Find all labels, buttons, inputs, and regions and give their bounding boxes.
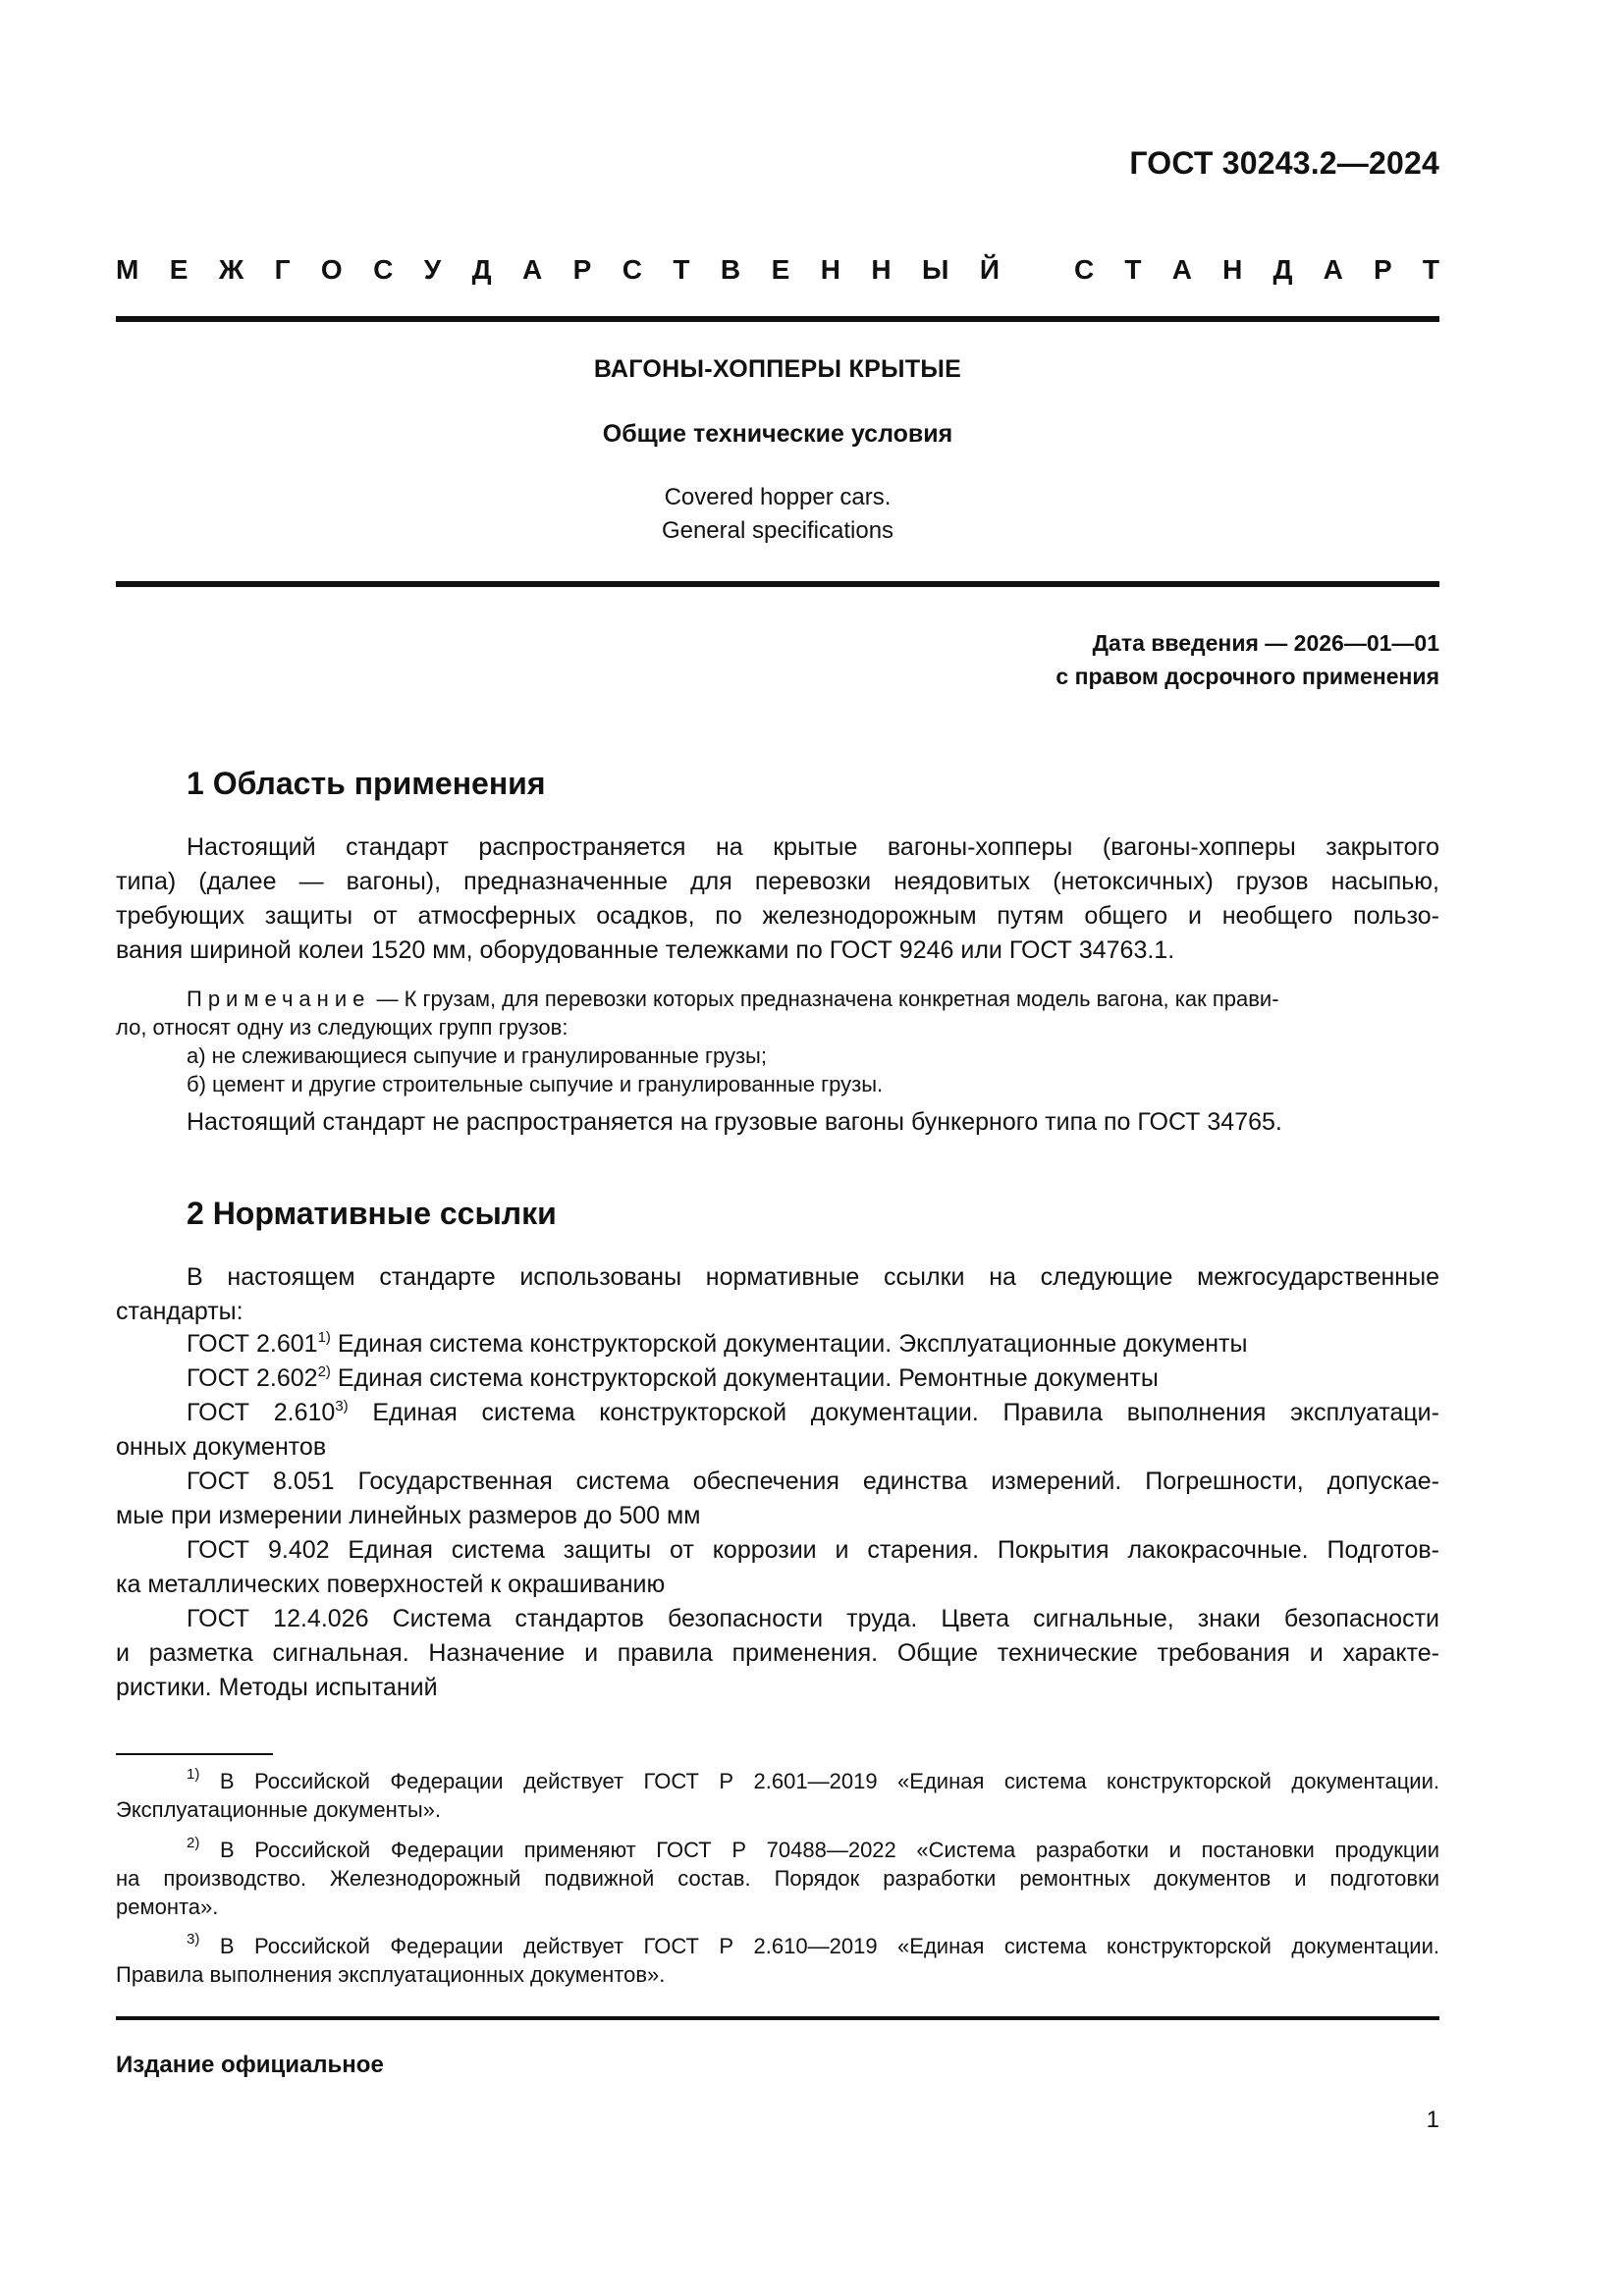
section-1-paragraph: Настоящий стандарт распространяется на крытые вагоны-хопперы (вагоны-хопперы закрытого типа) (далее — вагоны), предназначенные для перевозки неядовитых (нетоксичных) грузов насыпью, требующих защиты от атмосферных осадков, по железнодорожным путям общего и необщего пользо- вания шириной колеи 1520 мм, оборудованные тележками по ГОСТ 9246 или ГОСТ 34763.1.	[116, 833, 1439, 964]
footer-divider	[116, 2016, 1439, 2020]
english-title: Covered hopper cars. General specifications	[661, 484, 894, 544]
document-page	[116, 0, 1439, 2296]
introduction-date: Дата введения — 2026—01—01 с правом досрочного применения	[1056, 630, 1439, 689]
note-label: Примечание	[187, 987, 371, 1011]
document-number: ГОСТ 30243.2—2024	[1129, 145, 1439, 181]
footnote-3: $^{3)}$ В Российской Федерации действует ГОСТ Р 2.610—2019 «Единая система конструкторской документации. Правила выполнения эксплуатационных документов».	[116, 1931, 1439, 1987]
document-subtitle: Общие технические условия	[602, 420, 953, 448]
reference-item: ГОСТ 8.051 Государственная система обеспечения единства измерений. Погрешности, допускае-	[187, 1468, 1439, 1495]
note-item-a: а) не слеживающиеся сыпучие и гранулированные грузы;	[187, 1043, 767, 1068]
reference-item: ГОСТ 2.602$^{2)}$ Единая система конструкторской документации. Ремонтные документы	[187, 1363, 1159, 1392]
standard-word: С Т А Н Д А Р Т	[1074, 254, 1439, 285]
official-edition-label: Издание официальное	[116, 2052, 384, 2078]
title-divider	[116, 581, 1439, 587]
reference-item: ГОСТ 2.601$^{1)}$ Единая система конструкторской документации. Эксплуатационные документы	[187, 1329, 1248, 1358]
reference-list: ГОСТ 2.601$^{1)}$ Единая система конструкторской документации. Эксплуатационные документы ГОСТ 2.602$^{2)}$ Единая система конструкторской документации. Ремонтные документы ГОСТ 2.610$^{3)}$ Единая система конструкторской документации. Правила выполнения эксплуатаци- онных документов ГОСТ 8.051 Государственная система обеспечения единства измерений. Погрешности, допускае- мые при измерении линейных размеров до 500 мм ГОСТ 9.402 Единая система защиты от коррозии и старения. Покрытия лакокрасочные. Подготов- ка металлических поверхностей к окрашиванию ГОСТ 12.4.026 Система стандартов безопасности труда. Цвета сигнальные, знаки безопасности и разметка сигнальная. Назначение и правила применения. Общие технические требования и характе- ристики. Методы испытаний	[116, 1329, 1439, 1701]
interstate-standard-banner	[116, 253, 1439, 287]
document-title: ВАГОНЫ-ХОППЕРЫ КРЫТЫЕ	[593, 355, 962, 383]
footnote-1: $^{1)}$ В Российской Федерации действует ГОСТ Р 2.601—2019 «Единая система конструкторской документации. Эксплуатационные документы».	[116, 1766, 1439, 1822]
reference-item: ГОСТ 9.402 Единая система защиты от коррозии и старения. Покрытия лакокрасочные. Подготов-	[187, 1536, 1439, 1564]
page-number: 1	[1426, 2107, 1439, 2133]
section-1-note: Примечание — К грузам, для перевозки которых предназначена конкретная модель вагона, как прави- ло, относят одну из следующих групп грузов: а) не слеживающиеся сыпучие и гранулированные грузы; б) цемент и другие строительные сыпучие и гранулированные грузы.	[116, 985, 1439, 1098]
footnote-separator	[116, 1753, 273, 1755]
header-divider	[116, 316, 1439, 322]
interstate-word: М Е Ж Г О С У Д А Р С Т В Е Н Н Ы Й	[116, 254, 1000, 285]
section-2-heading: 2 Нормативные ссылки	[187, 1196, 557, 1231]
note-item-b: б) цемент и другие строительные сыпучие и гранулированные грузы.	[187, 1072, 884, 1096]
reference-item: ГОСТ 12.4.026 Система стандартов безопасности труда. Цвета сигнальные, знаки безопасности	[187, 1605, 1439, 1632]
section-2-intro: В настоящем стандарте использованы нормативные ссылки на следующие межгосударственные стандарты:	[116, 1263, 1439, 1325]
footnote-2: $^{2)}$ В Российской Федерации применяют ГОСТ Р 70488—2022 «Система разработки и постановки продукции на производство. Железнодорожный подвижной состав. Порядок разработки ремонтных документов и подготовки ремонта».	[116, 1835, 1439, 1919]
reference-item: ГОСТ 2.610$^{3)}$ Единая система конструкторской документации. Правила выполнения эксплуатаци-	[187, 1398, 1439, 1426]
section-1-paragraph-2: Настоящий стандарт не распространяется на грузовые вагоны бункерного типа по ГОСТ 34765.	[187, 1108, 1282, 1136]
section-1-heading: 1 Область применения	[187, 766, 546, 801]
